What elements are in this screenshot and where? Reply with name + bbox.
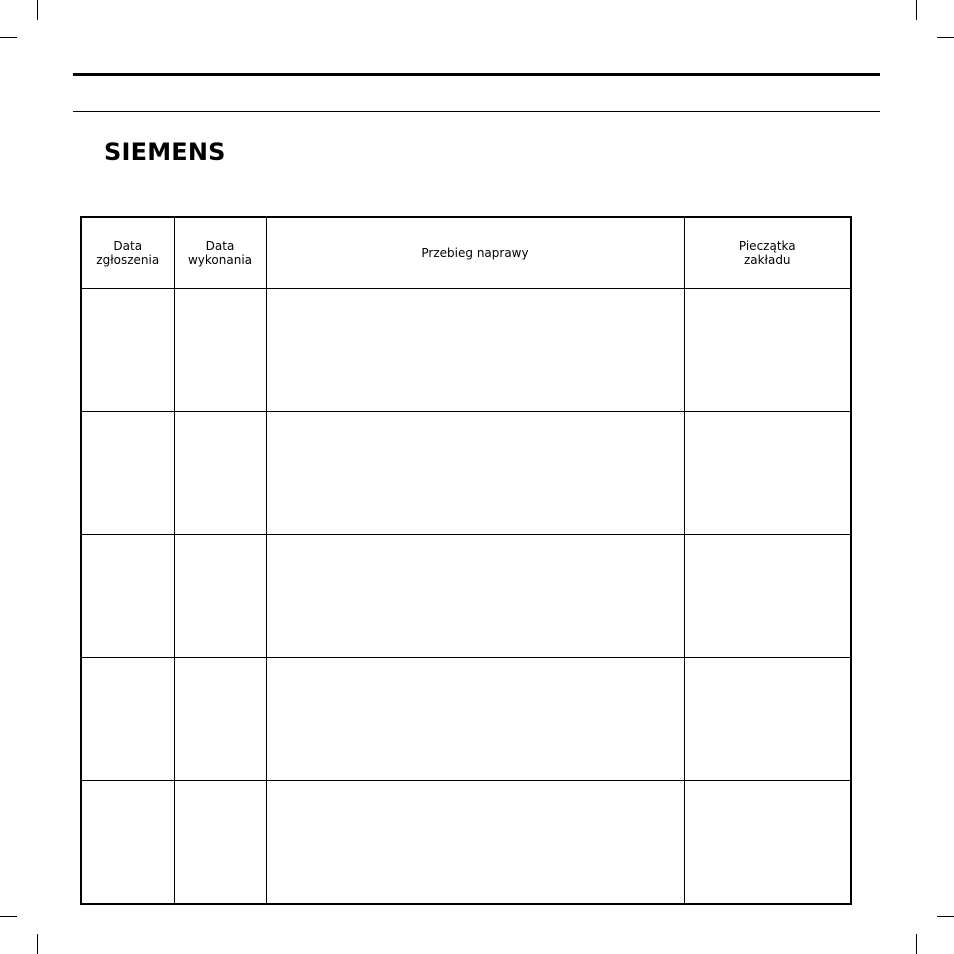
header-line: Data	[113, 239, 143, 253]
repair-course-cell[interactable]	[266, 412, 684, 535]
header-line: Przebieg naprawy	[421, 246, 529, 260]
report-date-cell[interactable]	[81, 412, 174, 535]
completion-date-cell[interactable]	[174, 412, 266, 535]
table-row	[81, 289, 851, 412]
column-header-completion-date	[174, 217, 266, 289]
column-header-report-date	[81, 217, 174, 289]
repair-course-cell[interactable]	[266, 535, 684, 658]
report-date-cell[interactable]	[81, 535, 174, 658]
repair-log-table	[80, 216, 852, 905]
crop-mark	[37, 934, 38, 954]
header-line: wykonania	[187, 253, 253, 267]
crop-mark	[37, 0, 38, 20]
crop-mark	[0, 916, 17, 917]
crop-mark	[916, 934, 917, 954]
header-line: Pieczątka	[738, 239, 796, 253]
header-line: zgłoszenia	[96, 253, 160, 267]
completion-date-cell[interactable]	[174, 658, 266, 781]
repair-course-cell[interactable]	[266, 781, 684, 905]
report-date-cell[interactable]	[81, 658, 174, 781]
column-header-service-stamp	[684, 217, 851, 289]
report-date-cell[interactable]	[81, 289, 174, 412]
service-stamp-cell[interactable]	[684, 781, 851, 905]
crop-mark	[937, 37, 954, 38]
table-row	[81, 535, 851, 658]
service-stamp-cell[interactable]	[684, 412, 851, 535]
header-rule-thick	[73, 73, 880, 76]
repair-course-cell[interactable]	[266, 658, 684, 781]
report-date-cell[interactable]	[81, 781, 174, 905]
crop-mark	[916, 0, 917, 20]
crop-mark	[937, 916, 954, 917]
completion-date-cell[interactable]	[174, 289, 266, 412]
table-header-row	[81, 217, 851, 289]
service-stamp-cell[interactable]	[684, 289, 851, 412]
header-line: zakładu	[743, 253, 791, 267]
completion-date-cell[interactable]	[174, 781, 266, 905]
table-row	[81, 412, 851, 535]
repair-course-cell[interactable]	[266, 289, 684, 412]
table-row	[81, 781, 851, 905]
crop-mark	[0, 37, 17, 38]
column-header-repair-course	[266, 217, 684, 289]
header-line: Data	[205, 239, 235, 253]
service-stamp-cell[interactable]	[684, 535, 851, 658]
header-rule-thin	[73, 111, 880, 112]
table-row	[81, 658, 851, 781]
siemens-logo: SIEMENS	[104, 138, 226, 166]
completion-date-cell[interactable]	[174, 535, 266, 658]
service-stamp-cell[interactable]	[684, 658, 851, 781]
